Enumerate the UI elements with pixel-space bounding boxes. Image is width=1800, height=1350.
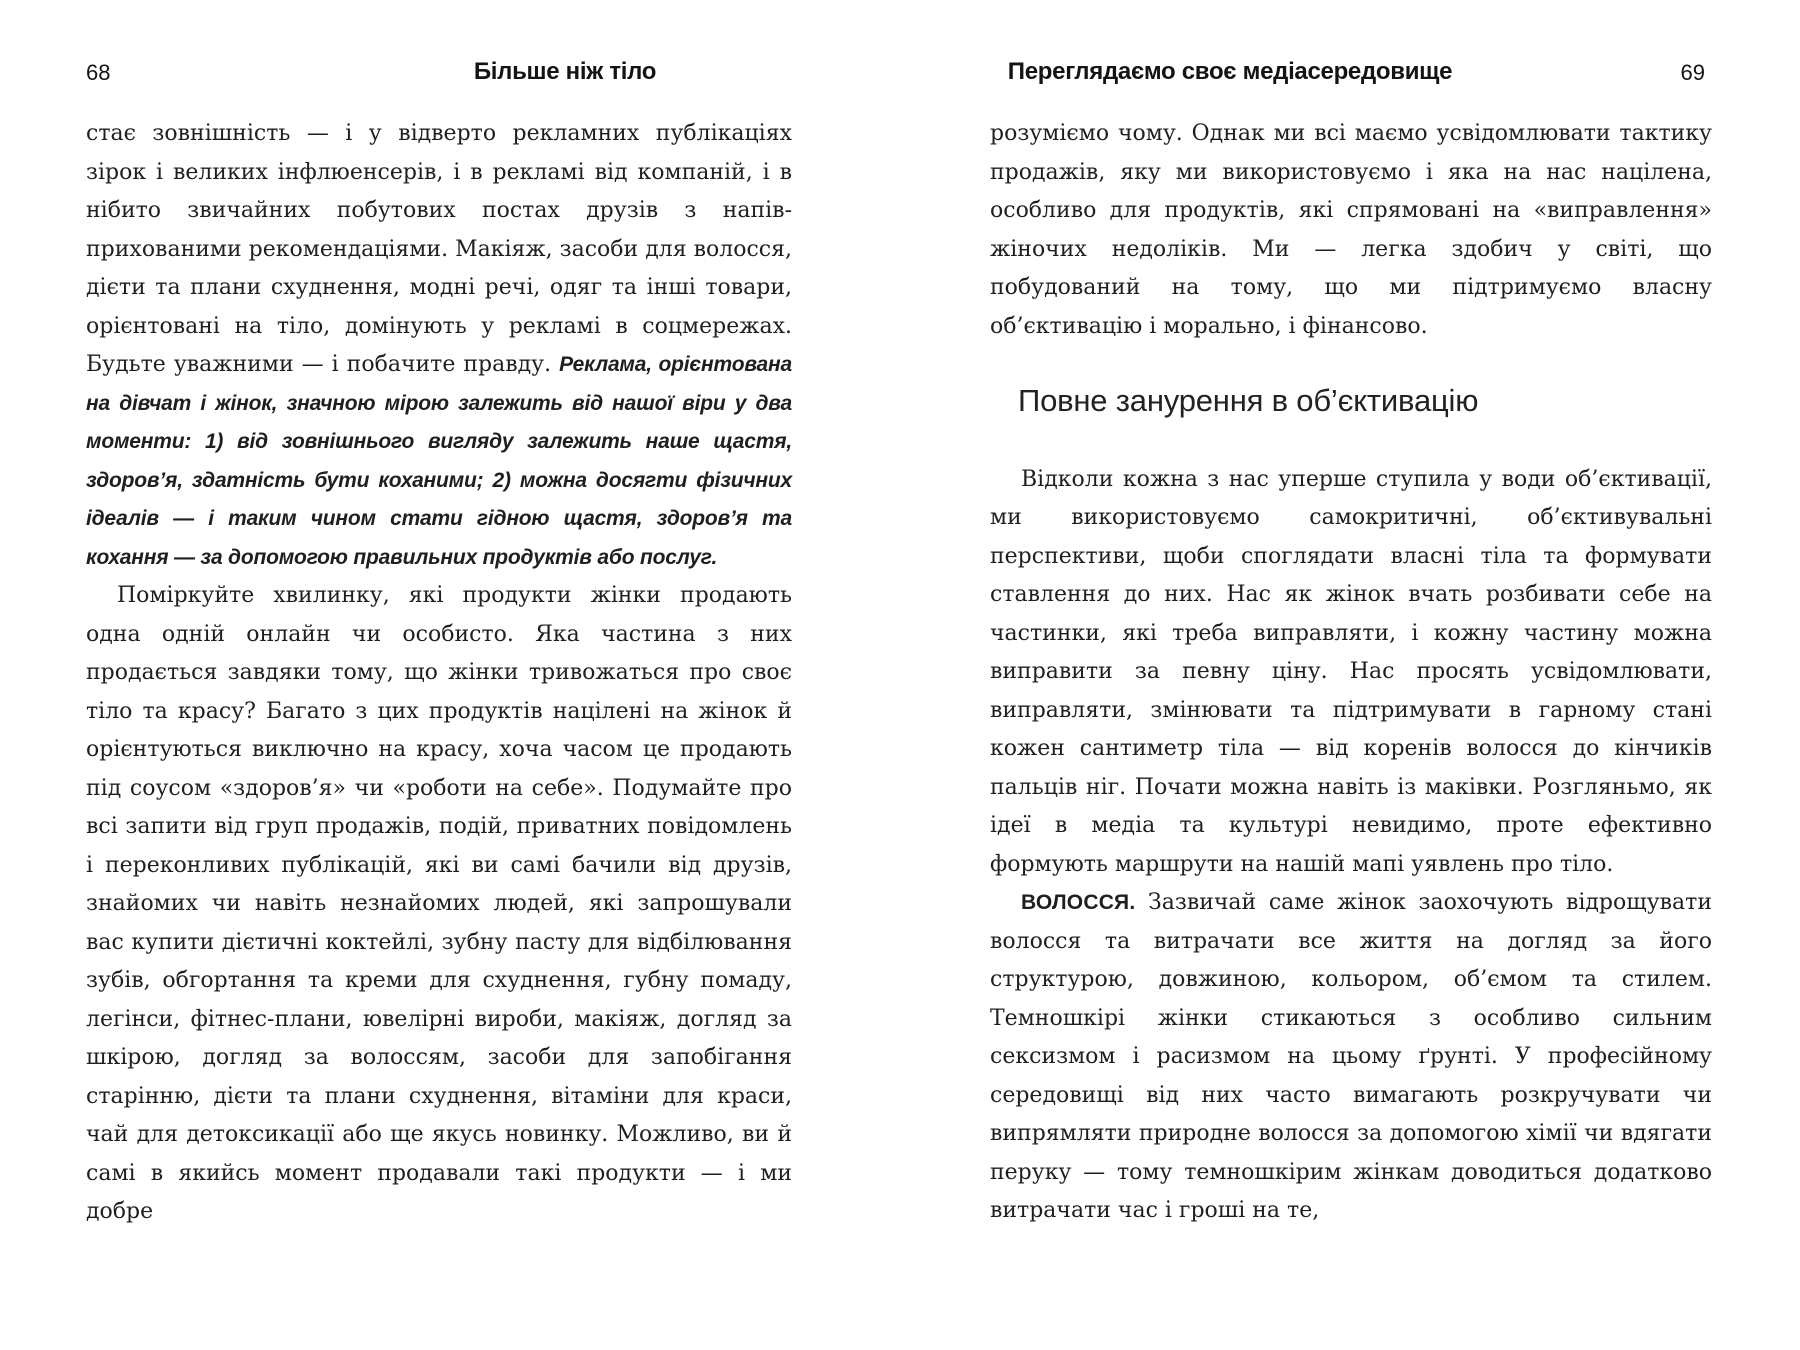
text-column-right: [990, 115, 1712, 1231]
paragraph: Поміркуйте хвилинку, які продукти жінки продають одна одній онлайн чи особисто. Яка частина з них продається завдяки тому, що жінки тривожаться про своє тіло та красу? Багато з цих продуктів націлені на жінок й орієнтуються виключно на красу, хоча часом це продають під соусом «здоров’я» чи «роботи на себе». Подумайте про всі запити від груп продажів, подій, приватних повідомлень і переконливих публікацій, які ви самі бачили від друзів, знайомих чи навіть незнайомих людей, які запрошували вас купити дієтичні коктейлі, зубну пасту для відбілювання зубів, обгортання та креми для схуднення, губну помаду, легінси, фітнес-плани, ювелірні вироби, макіяж, догляд за шкірою, догляд за волоссям, засоби для запобігання старінню, дієти та плани схуднення, вітаміни для краси, чай для детоксикації або ще якусь новинку. Можливо, ви й самі в якийсь момент продавали такі продукти — і ми добре: [86, 583, 792, 1224]
running-head-left: Більше ніж тіло: [473, 58, 657, 85]
paragraph-text: Зазвичай саме жінок заохочують відрощувати волосся та витрачати все життя на догляд за його структурою, довжиною, кольором, об’ємом та стилем. Темношкірі жінки стикаються з особливо сильним сексизмом і расизмом на цьому ґрунті. У професійному середовищі від них часто вимагають розкручувати чи випрямляти природне волосся за допомогою хімії чи вдягати перуку — тому темношкірим жінкам доводиться додатково витрачати час і гроші на те,: [990, 890, 1712, 1224]
text-column-left: [86, 115, 792, 1232]
paragraph: розуміємо чому. Однак ми всі маємо усвідомлювати тактику продажів, яку ми використовуємо і яка на нас націлена, особливо для продуктів, які спрямовані на «виправлення» жіночих недоліків. Ми — легка здобич у світі, що побудований на тому, що ми підтримуємо власну об’єктивацію і морально, і фінансово.: [990, 121, 1712, 339]
page-number-left: 68: [86, 60, 111, 85]
paragraph: Відколи кожна з нас уперше ступила у води об’єктивації, ми використовуємо самокритичні, об’єктивувальні перспективи, щоби споглядати власні тіла та формувати ставлення до них. Нас як жінок вчать розбивати себе на частинки, які треба виправляти, і кожну частину можна виправити за певну ціну. Нас просять усвідомлювати, виправляти, змінювати та підтримувати в гарному стані кожен сантиметр тіла — від коренів волосся до кінчиків пальців ніг. Почати можна навіть із маківки. Розгляньмо, як ідеї в медіа та культурі невидимо, проте ефективно формують маршрути на нашій мапі уявлень про тіло.: [990, 466, 1712, 877]
paragraph-emphasis-text: Реклама, орієнтована на дівчат і жінок, значною мірою залежить від нашої віри у два моменти: 1) від зовнішнього вигляду залежить наше щастя, здоров’я, здатність бути коханими; 2) можна досягти фізичних ідеалів — і таким чином стати гідною щастя, здоров’я та кохання — за допомогою правильних продуктів або послуг.: [86, 353, 792, 569]
paragraph-lead-text: ВОЛОССЯ.: [1021, 891, 1136, 915]
paragraph: [86, 115, 792, 577]
paragraph: [990, 884, 1712, 1231]
page-number-right: 69: [1680, 60, 1705, 85]
section-heading: Повне занурення в об’єктивацію: [1018, 383, 1479, 418]
running-head-right: Переглядаємо своє медіасередовище: [1007, 58, 1453, 85]
paragraph-text: стає зовнішність — і у відверто рекламних публікаціях зірок і великих інфлюенсерів, і в рекламі від компаній, і в нібито звичайних побутових постах друзів з напівприхованими рекомендаціями. Макіяж, засоби для волосся, дієти та плани схуднення, модні речі, одяг та інші товари, орієнтовані на тіло, домінують у рекламі в соцмережах. Будьте уважними — і побачите правду.: [86, 121, 792, 377]
